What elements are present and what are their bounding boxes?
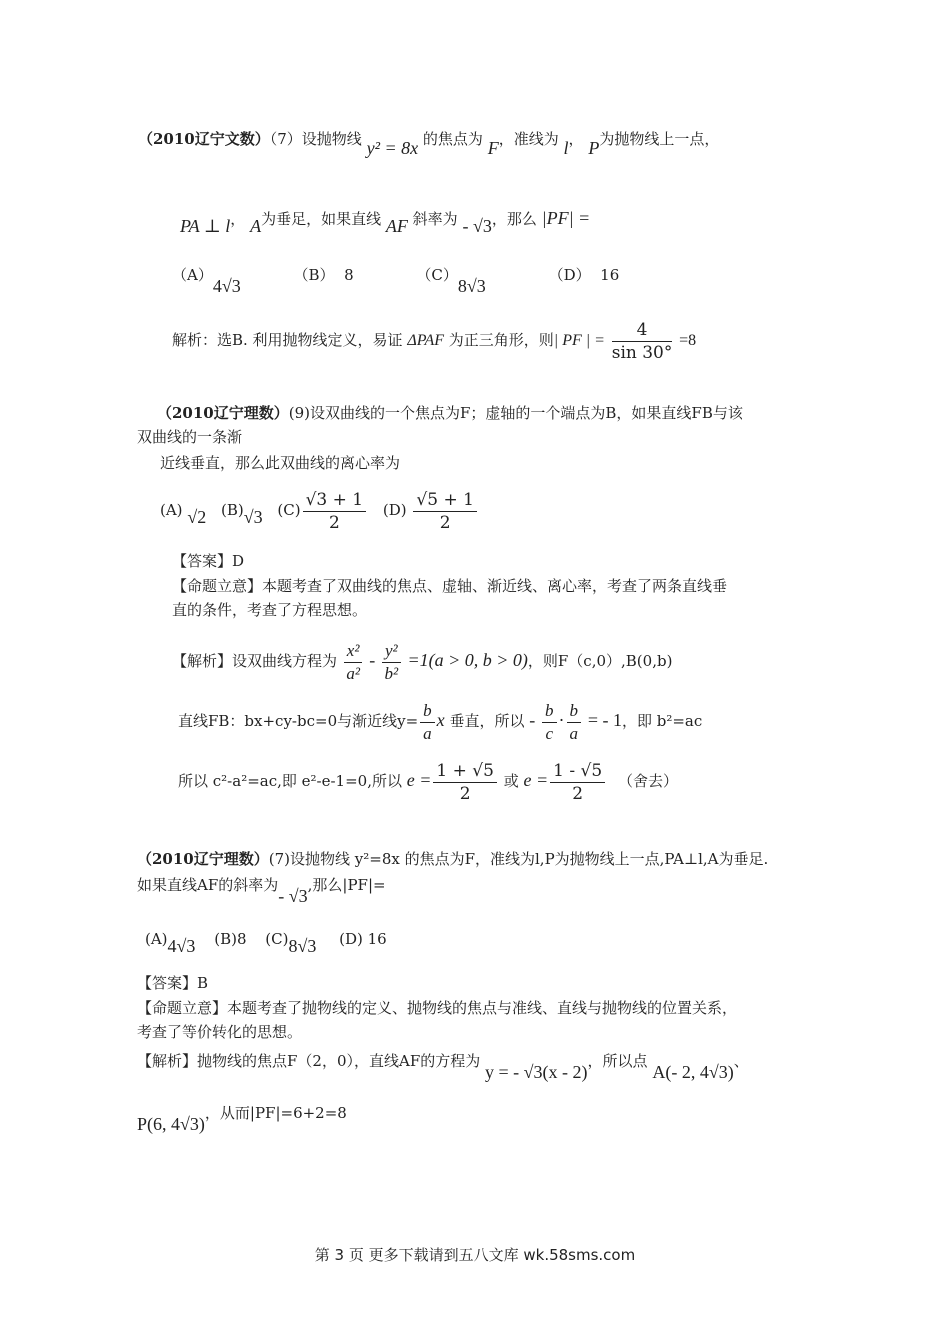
page-footer: 第 3 页 更多下载请到五八文库 wk.58sms.com <box>314 1246 636 1264</box>
q3-intent: 【命题立意】本题考查了抛物线的定义、抛物线的焦点与准线、直线与抛物线的位置关系， 考查了等价转化的思想。 <box>137 999 738 1041</box>
q1-option-c: （C）8√3 <box>416 266 486 296</box>
q1-solution-fraction: $\frac{4}{\sin 30^\circ}$ <box>611 319 673 363</box>
q2-options <box>160 485 479 534</box>
q3-options <box>145 926 387 956</box>
q3-answer: 【答案】B <box>137 974 209 992</box>
q2-option-a: (A) √2 <box>160 501 207 527</box>
q2-option-b: (B)√3 <box>221 501 263 527</box>
q3-option-d: (D) 16 <box>339 930 387 948</box>
q2-solution-line3: 所以 c²-a²=ac,即 e²-e-1=0,所以 e = $\frac{1 + √5}{2}$ 或 e = $\frac{1 - √5}{2}$ （舍去） <box>178 760 678 804</box>
q1-option-b: （B） 8 <box>293 266 354 284</box>
q2-option-d: (D) $\frac{√5 + 1}{2}$ <box>383 501 479 519</box>
q2-solution-line1: 【解析】设双曲线方程为 $\frac{\text{x²}}{\text{a²}}$ - $\frac{\text{y²}}{\text{b²}}$ =1(a > 0, b > 0)，则F（c,0）,B(0,b) <box>172 640 673 683</box>
q3-option-a: (A)4√3 <box>145 930 196 956</box>
q1-option-d: （D） 16 <box>548 266 620 284</box>
q2-line3: 近线垂直，那么此双曲线的离心率为 <box>160 454 401 472</box>
q2-option-c: (C) $\frac{√3 + 1}{2}$ <box>277 501 368 519</box>
q2-answer: 【答案】D <box>172 552 245 570</box>
q3-source: （2010辽宁理数） <box>137 850 269 868</box>
q1-source: （2010辽宁文数） <box>138 130 270 148</box>
q1-option-a: （A）4√3 <box>172 266 241 296</box>
q2-intent: 【命题立意】本题考查了双曲线的焦点、虚轴、渐近线、离心率，考查了两条直线垂 直的条件，考查了方程思想。 <box>172 577 728 619</box>
q1-solution: 解析：选B. 利用抛物线定义，易证 ΔPAF 为正三角形，则| PF | = $\frac{4}{\sin 30^\circ}$ =8 <box>172 319 697 363</box>
q1-options <box>172 262 620 296</box>
q3-option-b: (B)8 <box>214 930 247 948</box>
q3-line2: 如果直线AF的斜率为- √3,那么|PF|= <box>137 876 386 906</box>
q1-line1: （2010辽宁文数）（7）设抛物线 y² = 8x 的焦点为 F，准线为 l， P为抛物线上一点， <box>138 130 720 158</box>
q2-line1: （2010辽宁理数）(9)设双曲线的一个焦点为F；虚轴的一个端点为B，如果直线FB与该 <box>157 404 743 422</box>
q2-line2: 双曲线的一条渐 <box>137 428 243 446</box>
q2-source: （2010辽宁理数） <box>157 404 289 422</box>
q3-option-c: (C)8√3 <box>265 930 317 956</box>
q2-solution-line2: 直线FB：bx+cy-bc=0与渐近线y= $\frac{b}{a}$ x 垂直，所以 - $\frac{b}{c}$ · $\frac{b}{a}$ = - 1，即 b²=ac <box>178 700 703 743</box>
q3-line1: （2010辽宁理数）(7)设抛物线 y²=8x 的焦点为F，准线为l,P为抛物线上一点,PA⊥l,A为垂足. <box>137 850 769 868</box>
q3-solution-line2: P(6, 4√3)，从而|PF|=6+2=8 <box>137 1104 347 1134</box>
q1-line2: PA ⊥ l， A为垂足，如果直线 AF 斜率为 - √3，那么 |PF| = <box>180 208 591 236</box>
q3-solution-line1: 【解析】抛物线的焦点F（2，0），直线AF的方程为 y = - √3(x - 2)，所以点 A(- 2, 4√3)、 <box>137 1052 749 1082</box>
